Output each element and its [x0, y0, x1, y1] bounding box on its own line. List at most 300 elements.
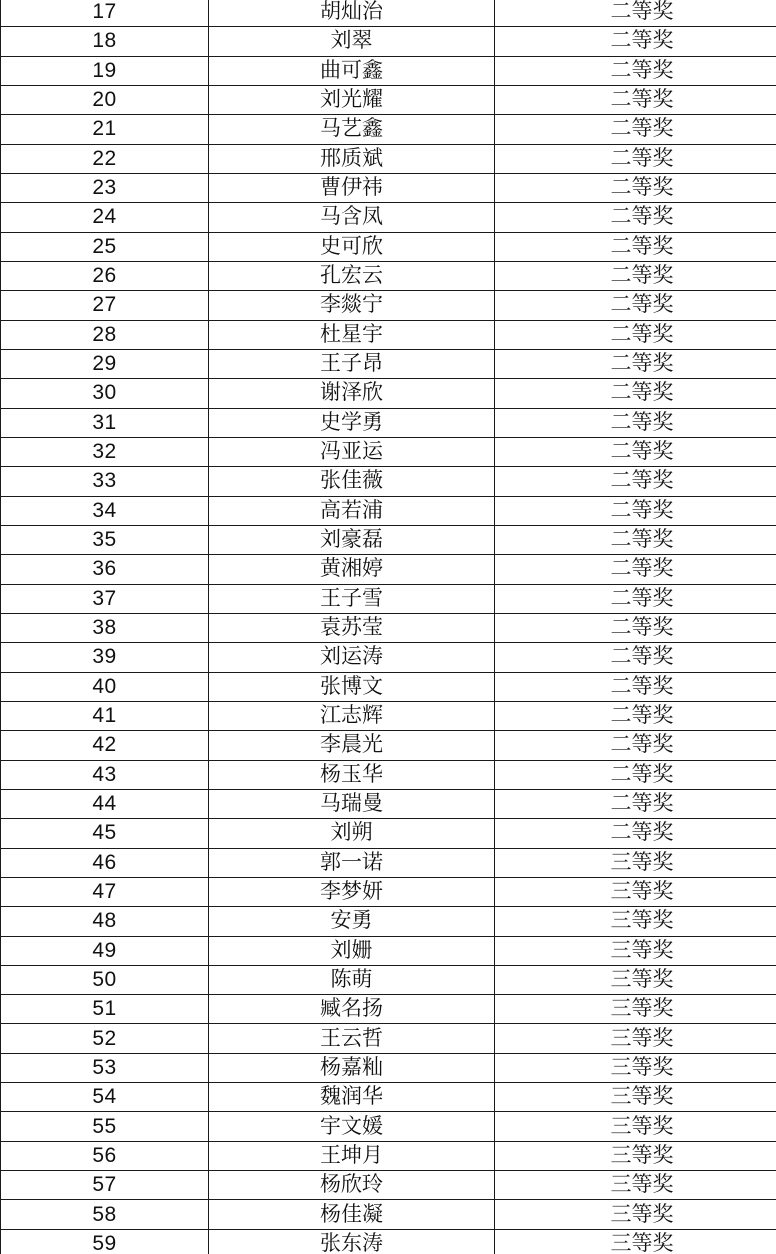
award-level-cell — [495, 437, 776, 466]
award-level-cell — [495, 232, 776, 261]
award-level-cell — [495, 173, 776, 202]
row-number-text: 27 — [92, 293, 117, 317]
row-number-cell — [1, 819, 209, 848]
table-row — [1, 291, 776, 320]
award-level-text: 二等奖 — [610, 410, 674, 434]
student-name-cell — [209, 1083, 495, 1112]
student-name-text: 宇文媛 — [320, 1114, 383, 1138]
student-name-cell — [209, 1229, 495, 1254]
award-level-cell — [495, 1200, 776, 1229]
row-number-text: 25 — [92, 234, 117, 258]
award-level-cell — [495, 1083, 776, 1112]
award-level-cell — [495, 56, 776, 85]
student-name-cell — [209, 173, 495, 202]
student-name-text: 杜星宇 — [320, 322, 383, 346]
table-row — [1, 173, 776, 202]
award-level-text: 二等奖 — [610, 381, 674, 405]
award-level-text: 三等奖 — [610, 909, 674, 933]
award-level-cell — [495, 0, 776, 27]
student-name-cell — [209, 379, 495, 408]
row-number-text: 22 — [92, 146, 117, 170]
table-row — [1, 1053, 776, 1082]
award-level-text: 三等奖 — [610, 1173, 674, 1197]
award-level-text: 三等奖 — [610, 938, 674, 962]
award-level-cell — [495, 496, 776, 525]
award-level-text: 三等奖 — [610, 1085, 674, 1109]
student-name-cell — [209, 789, 495, 818]
student-name-text: 马艺鑫 — [320, 117, 383, 141]
row-number-cell — [1, 789, 209, 818]
student-name-text: 臧名扬 — [320, 997, 383, 1021]
award-level-text: 三等奖 — [610, 1231, 674, 1254]
student-name-cell — [209, 525, 495, 554]
student-name-cell — [209, 1200, 495, 1229]
row-number-text: 40 — [92, 674, 117, 698]
award-level-text: 三等奖 — [610, 1202, 674, 1226]
student-name-text: 安勇 — [330, 909, 373, 933]
row-number-cell — [1, 731, 209, 760]
row-number-cell — [1, 85, 209, 114]
student-name-cell — [209, 291, 495, 320]
award-level-cell — [495, 291, 776, 320]
student-name-text: 杨嘉籼 — [320, 1055, 383, 1079]
table-row — [1, 56, 776, 85]
student-name-cell — [209, 731, 495, 760]
award-level-text: 二等奖 — [610, 205, 674, 229]
table-row — [1, 232, 776, 261]
student-name-text: 张东涛 — [320, 1231, 383, 1254]
award-level-cell — [495, 115, 776, 144]
award-level-cell — [495, 848, 776, 877]
row-number-text: 31 — [92, 410, 117, 434]
row-number-cell — [1, 613, 209, 642]
row-number-text: 19 — [92, 58, 117, 82]
award-level-cell — [495, 408, 776, 437]
award-level-text: 二等奖 — [610, 146, 674, 170]
award-level-cell — [495, 1024, 776, 1053]
table-row — [1, 672, 776, 701]
row-number-text: 57 — [92, 1173, 117, 1197]
award-level-text: 三等奖 — [610, 1055, 674, 1079]
award-level-cell — [495, 995, 776, 1024]
student-name-text: 史学勇 — [320, 410, 383, 434]
row-number-text: 42 — [92, 733, 117, 757]
award-level-text: 二等奖 — [610, 469, 674, 493]
award-level-text: 三等奖 — [610, 1114, 674, 1138]
award-level-text: 二等奖 — [610, 234, 674, 258]
award-level-cell — [495, 1112, 776, 1141]
table-row — [1, 613, 776, 642]
student-name-text: 王云哲 — [320, 1026, 383, 1050]
award-level-text: 二等奖 — [610, 440, 674, 464]
table-row — [1, 584, 776, 613]
row-number-text: 49 — [92, 938, 117, 962]
student-name-text: 陈萌 — [330, 967, 373, 991]
row-number-cell — [1, 1112, 209, 1141]
row-number-cell — [1, 349, 209, 378]
student-name-text: 李晨光 — [320, 733, 383, 757]
row-number-text: 59 — [92, 1231, 117, 1254]
student-name-text: 刘豪磊 — [320, 528, 383, 552]
award-level-cell — [495, 1141, 776, 1170]
award-table-body — [1, 0, 776, 1254]
table-row — [1, 555, 776, 584]
award-level-text: 二等奖 — [610, 88, 674, 112]
award-level-cell — [495, 672, 776, 701]
student-name-text: 王子昂 — [320, 352, 383, 376]
row-number-text: 52 — [92, 1026, 117, 1050]
row-number-text: 48 — [92, 909, 117, 933]
row-number-cell — [1, 203, 209, 232]
award-level-cell — [495, 643, 776, 672]
award-level-cell — [495, 965, 776, 994]
student-name-cell — [209, 1112, 495, 1141]
student-name-text: 邢质斌 — [320, 146, 383, 170]
row-number-cell — [1, 555, 209, 584]
student-name-cell — [209, 907, 495, 936]
student-name-text: 刘运涛 — [320, 645, 383, 669]
row-number-cell — [1, 291, 209, 320]
student-name-text: 刘翠 — [330, 29, 373, 53]
student-name-cell — [209, 877, 495, 906]
student-name-cell — [209, 555, 495, 584]
student-name-cell — [209, 232, 495, 261]
row-number-cell — [1, 936, 209, 965]
student-name-text: 王子雪 — [320, 586, 383, 610]
award-level-text: 二等奖 — [610, 498, 674, 522]
award-level-text: 二等奖 — [610, 616, 674, 640]
award-level-text: 二等奖 — [610, 322, 674, 346]
row-number-text: 35 — [92, 528, 117, 552]
row-number-cell — [1, 760, 209, 789]
award-level-text: 二等奖 — [610, 645, 674, 669]
award-level-text: 二等奖 — [610, 176, 674, 200]
table-row — [1, 789, 776, 818]
student-name-text: 江志辉 — [320, 704, 383, 728]
row-number-text: 29 — [92, 352, 117, 376]
student-name-cell — [209, 995, 495, 1024]
table-row — [1, 115, 776, 144]
row-number-text: 30 — [92, 381, 117, 405]
row-number-cell — [1, 1083, 209, 1112]
award-level-text: 二等奖 — [610, 0, 674, 24]
award-level-text: 三等奖 — [610, 1143, 674, 1167]
award-level-text: 二等奖 — [610, 733, 674, 757]
row-number-cell — [1, 56, 209, 85]
student-name-text: 张佳薇 — [320, 469, 383, 493]
student-name-text: 杨玉华 — [320, 762, 383, 786]
award-level-cell — [495, 555, 776, 584]
table-row — [1, 437, 776, 466]
student-name-text: 郭一诺 — [320, 850, 383, 874]
row-number-cell — [1, 1229, 209, 1254]
student-name-cell — [209, 1053, 495, 1082]
table-row — [1, 320, 776, 349]
table-row — [1, 701, 776, 730]
award-level-text: 二等奖 — [610, 704, 674, 728]
table-row — [1, 965, 776, 994]
award-level-cell — [495, 379, 776, 408]
row-number-text: 44 — [92, 792, 117, 816]
student-name-cell — [209, 115, 495, 144]
student-name-text: 杨欣玲 — [320, 1173, 383, 1197]
table-row — [1, 144, 776, 173]
student-name-text: 曹伊祎 — [320, 176, 383, 200]
student-name-text: 杨佳凝 — [320, 1202, 383, 1226]
student-name-text: 魏润华 — [320, 1085, 383, 1109]
table-row — [1, 203, 776, 232]
table-row — [1, 907, 776, 936]
row-number-cell — [1, 27, 209, 56]
row-number-cell — [1, 144, 209, 173]
student-name-cell — [209, 1141, 495, 1170]
table-row — [1, 379, 776, 408]
award-level-cell — [495, 144, 776, 173]
student-name-text: 胡灿治 — [320, 0, 383, 24]
student-name-text: 张博文 — [320, 674, 383, 698]
row-number-text: 20 — [92, 88, 117, 112]
student-name-text: 高若浦 — [320, 498, 383, 522]
award-level-text: 二等奖 — [610, 557, 674, 581]
award-level-text: 三等奖 — [610, 1026, 674, 1050]
row-number-cell — [1, 115, 209, 144]
award-level-cell — [495, 1053, 776, 1082]
student-name-cell — [209, 437, 495, 466]
row-number-text: 18 — [92, 29, 117, 53]
row-number-text: 26 — [92, 264, 117, 288]
row-number-text: 54 — [92, 1085, 117, 1109]
student-name-text: 孔宏云 — [320, 264, 383, 288]
table-row — [1, 496, 776, 525]
row-number-cell — [1, 584, 209, 613]
award-level-cell — [495, 731, 776, 760]
student-name-text: 黄湘婷 — [320, 557, 383, 581]
row-number-text: 34 — [92, 498, 117, 522]
student-name-cell — [209, 203, 495, 232]
row-number-cell — [1, 643, 209, 672]
student-name-cell — [209, 643, 495, 672]
row-number-cell — [1, 701, 209, 730]
student-name-cell — [209, 936, 495, 965]
row-number-cell — [1, 525, 209, 554]
award-level-text: 二等奖 — [610, 352, 674, 376]
row-number-cell — [1, 1024, 209, 1053]
row-number-text: 50 — [92, 967, 117, 991]
student-name-text: 史可欣 — [320, 234, 383, 258]
row-number-cell — [1, 467, 209, 496]
student-name-cell — [209, 965, 495, 994]
row-number-text: 28 — [92, 322, 117, 346]
row-number-text: 33 — [92, 469, 117, 493]
award-level-text: 三等奖 — [610, 850, 674, 874]
row-number-text: 46 — [92, 850, 117, 874]
student-name-text: 李燚宁 — [320, 293, 383, 317]
student-name-text: 谢泽欣 — [320, 381, 383, 405]
row-number-text: 45 — [92, 821, 117, 845]
award-level-cell — [495, 320, 776, 349]
row-number-text: 41 — [92, 704, 117, 728]
row-number-cell — [1, 320, 209, 349]
student-name-cell — [209, 144, 495, 173]
row-number-cell — [1, 232, 209, 261]
table-row — [1, 731, 776, 760]
table-row — [1, 1024, 776, 1053]
table-row — [1, 27, 776, 56]
row-number-text: 43 — [92, 762, 117, 786]
award-level-text: 三等奖 — [610, 880, 674, 903]
row-number-cell — [1, 1053, 209, 1082]
award-level-cell — [495, 936, 776, 965]
row-number-cell — [1, 907, 209, 936]
table-row — [1, 643, 776, 672]
student-name-text: 刘光耀 — [320, 88, 383, 112]
award-level-cell — [495, 27, 776, 56]
student-name-cell — [209, 819, 495, 848]
row-number-text: 23 — [92, 176, 117, 200]
award-level-text: 三等奖 — [610, 967, 674, 991]
table-row — [1, 995, 776, 1024]
award-level-cell — [495, 877, 776, 906]
table-row — [1, 760, 776, 789]
student-name-text: 王坤月 — [320, 1143, 383, 1167]
row-number-text: 47 — [92, 880, 117, 903]
student-name-cell — [209, 584, 495, 613]
award-level-text: 二等奖 — [610, 293, 674, 317]
row-number-text: 53 — [92, 1055, 117, 1079]
row-number-cell — [1, 496, 209, 525]
award-level-cell — [495, 1229, 776, 1254]
row-number-cell — [1, 1171, 209, 1200]
row-number-text: 55 — [92, 1114, 117, 1138]
award-level-cell — [495, 584, 776, 613]
award-level-cell — [495, 203, 776, 232]
student-name-cell — [209, 1171, 495, 1200]
table-row — [1, 1171, 776, 1200]
award-level-text: 二等奖 — [610, 821, 674, 845]
row-number-text: 32 — [92, 440, 117, 464]
row-number-text: 56 — [92, 1143, 117, 1167]
award-level-cell — [495, 467, 776, 496]
row-number-cell — [1, 672, 209, 701]
award-level-cell — [495, 907, 776, 936]
student-name-cell — [209, 467, 495, 496]
student-name-text: 李梦妍 — [320, 880, 383, 903]
row-number-text: 39 — [92, 645, 117, 669]
student-name-cell — [209, 0, 495, 27]
student-name-text: 马含凤 — [320, 205, 383, 229]
row-number-text: 58 — [92, 1202, 117, 1226]
student-name-cell — [209, 349, 495, 378]
row-number-cell — [1, 1141, 209, 1170]
student-name-cell — [209, 496, 495, 525]
student-name-cell — [209, 613, 495, 642]
table-row — [1, 1083, 776, 1112]
student-name-cell — [209, 261, 495, 290]
table-row — [1, 525, 776, 554]
row-number-cell — [1, 0, 209, 27]
student-name-cell — [209, 408, 495, 437]
student-name-cell — [209, 672, 495, 701]
row-number-text: 51 — [92, 997, 117, 1021]
award-level-cell — [495, 613, 776, 642]
award-level-cell — [495, 1171, 776, 1200]
row-number-cell — [1, 965, 209, 994]
row-number-cell — [1, 408, 209, 437]
table-row — [1, 0, 776, 27]
award-level-text: 二等奖 — [610, 762, 674, 786]
row-number-text: 38 — [92, 616, 117, 640]
row-number-cell — [1, 173, 209, 202]
row-number-cell — [1, 261, 209, 290]
row-number-text: 21 — [92, 117, 117, 141]
row-number-cell — [1, 995, 209, 1024]
award-level-text: 二等奖 — [610, 528, 674, 552]
row-number-text: 36 — [92, 557, 117, 581]
table-row — [1, 408, 776, 437]
award-level-text: 二等奖 — [610, 674, 674, 698]
table-row — [1, 819, 776, 848]
award-level-cell — [495, 525, 776, 554]
award-level-cell — [495, 85, 776, 114]
row-number-cell — [1, 1200, 209, 1229]
student-name-text: 刘姗 — [330, 938, 373, 962]
student-name-cell — [209, 320, 495, 349]
student-name-cell — [209, 56, 495, 85]
table-row — [1, 467, 776, 496]
award-level-text: 三等奖 — [610, 997, 674, 1021]
student-name-cell — [209, 27, 495, 56]
student-name-text: 曲可鑫 — [320, 58, 383, 82]
table-row — [1, 1112, 776, 1141]
award-level-text: 二等奖 — [610, 58, 674, 82]
student-name-text: 刘朔 — [330, 821, 373, 845]
row-number-cell — [1, 379, 209, 408]
row-number-text: 17 — [92, 0, 117, 24]
award-level-text: 二等奖 — [610, 117, 674, 141]
row-number-cell — [1, 437, 209, 466]
table-row — [1, 877, 776, 906]
student-name-cell — [209, 1024, 495, 1053]
student-name-cell — [209, 848, 495, 877]
table-row — [1, 936, 776, 965]
row-number-text: 37 — [92, 586, 117, 610]
table-row — [1, 1229, 776, 1254]
award-level-text: 二等奖 — [610, 29, 674, 53]
award-level-text: 二等奖 — [610, 264, 674, 288]
row-number-cell — [1, 877, 209, 906]
award-level-cell — [495, 789, 776, 818]
student-name-cell — [209, 701, 495, 730]
student-name-text: 马瑞曼 — [320, 792, 383, 816]
award-level-text: 二等奖 — [610, 792, 674, 816]
student-name-cell — [209, 760, 495, 789]
row-number-text: 24 — [92, 205, 117, 229]
award-level-cell — [495, 819, 776, 848]
table-row — [1, 848, 776, 877]
award-level-cell — [495, 760, 776, 789]
table-row — [1, 349, 776, 378]
award-level-cell — [495, 701, 776, 730]
student-name-text: 冯亚运 — [320, 440, 383, 464]
row-number-cell — [1, 848, 209, 877]
student-name-cell — [209, 85, 495, 114]
table-row — [1, 85, 776, 114]
table-row — [1, 261, 776, 290]
award-level-cell — [495, 261, 776, 290]
student-name-text: 袁苏莹 — [320, 616, 383, 640]
award-level-text: 二等奖 — [610, 586, 674, 610]
award-level-cell — [495, 349, 776, 378]
